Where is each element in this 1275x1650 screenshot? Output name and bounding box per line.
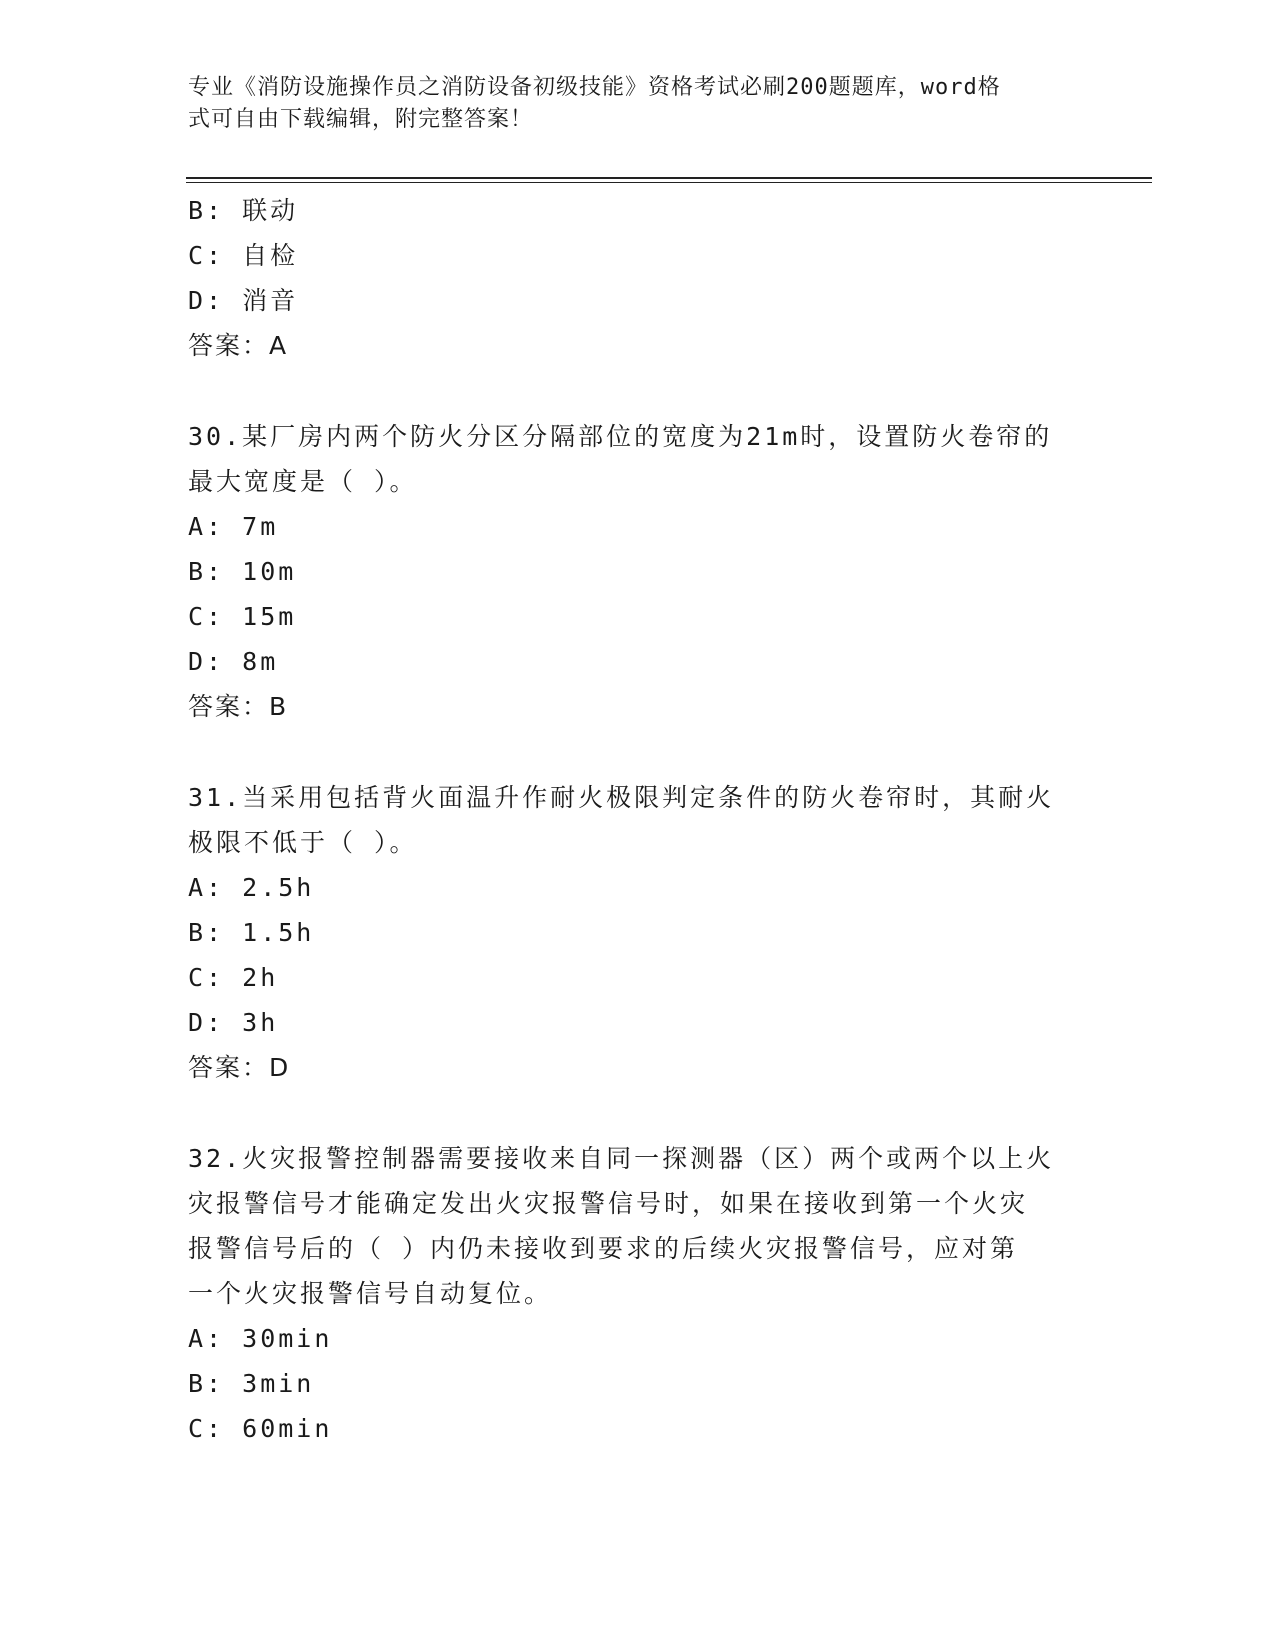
header-line-1: 专业《消防设施操作员之消防设备初级技能》资格考试必刷200题题库，word格 <box>188 75 1001 100</box>
header-rule-thick <box>186 177 1152 179</box>
option-c: C: 15m <box>188 602 297 631</box>
question-30 <box>188 414 1088 729</box>
option-d: D: 3h <box>188 1008 279 1037</box>
option-b: B: 10m <box>188 557 297 586</box>
question-stem-line: 报警信号后的（ ）内仍未接收到要求的后续火灾报警信号，应对第 <box>188 1234 1019 1263</box>
page-header <box>188 72 1068 136</box>
header-line-2: 式可自由下载编辑，附完整答案！ <box>188 107 534 132</box>
question-stem-line: 极限不低于（ ）。 <box>188 828 418 857</box>
answer-line: 答案：B <box>188 692 289 721</box>
header-rule-thin <box>186 182 1152 183</box>
spacer <box>188 729 1088 775</box>
question-stem-line: 30.某厂房内两个防火分区分隔部位的宽度为21m时，设置防火卷帘的 <box>188 422 1053 451</box>
option-a: A: 7m <box>188 512 279 541</box>
option-d: D: 消音 <box>188 286 299 315</box>
question-29-continued <box>188 188 1088 368</box>
option-c: C: 60min <box>188 1414 333 1443</box>
option-c: C: 2h <box>188 963 279 992</box>
question-stem-line: 灾报警信号才能确定发出火灾报警信号时，如果在接收到第一个火灾 <box>188 1189 1029 1218</box>
option-b: B: 联动 <box>188 196 299 225</box>
option-d: D: 8m <box>188 647 279 676</box>
question-stem-line: 31.当采用包括背火面温升作耐火极限判定条件的防火卷帘时，其耐火 <box>188 783 1055 812</box>
option-b: B: 3min <box>188 1369 315 1398</box>
option-b: B: 1.5h <box>188 918 315 947</box>
answer-line: 答案：D <box>188 1053 291 1082</box>
question-stem-line: 32.火灾报警控制器需要接收来自同一探测器（区）两个或两个以上火 <box>188 1144 1055 1173</box>
question-stem-line: 最大宽度是（ ）。 <box>188 467 418 496</box>
option-a: A: 30min <box>188 1324 333 1353</box>
question-31 <box>188 775 1088 1090</box>
question-list <box>188 188 1088 1451</box>
question-32 <box>188 1136 1088 1451</box>
answer-line: 答案：A <box>188 331 289 360</box>
question-stem-line: 一个火灾报警信号自动复位。 <box>188 1279 553 1308</box>
spacer <box>188 368 1088 414</box>
option-a: A: 2.5h <box>188 873 315 902</box>
spacer <box>188 1090 1088 1136</box>
option-c: C: 自检 <box>188 241 299 270</box>
